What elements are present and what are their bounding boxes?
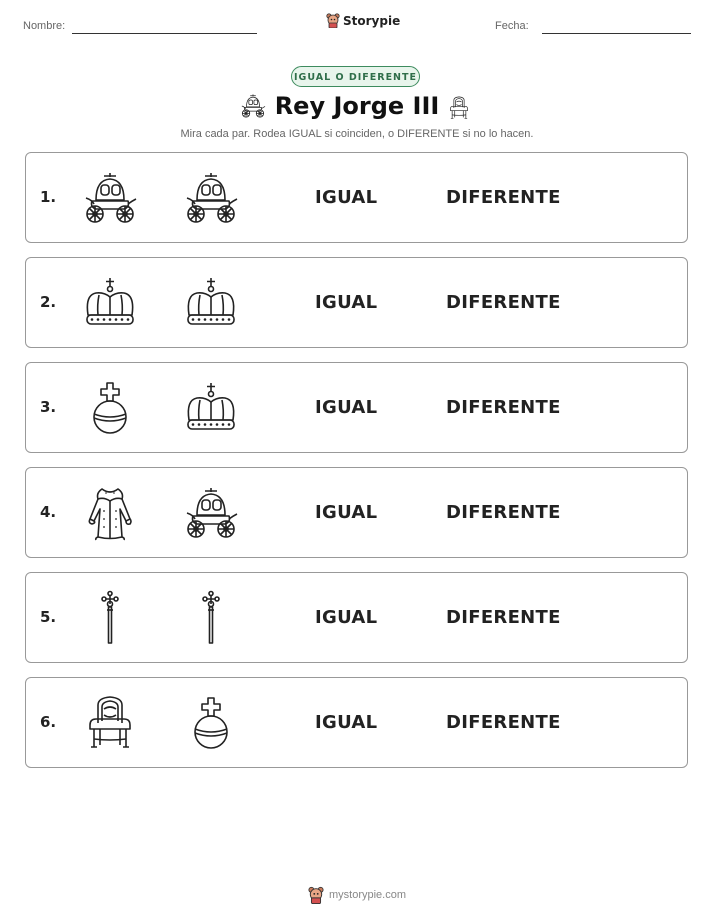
brand-name: Storypie: [343, 13, 401, 28]
option-igual[interactable]: IGUAL: [315, 187, 378, 208]
footer: [308, 886, 406, 904]
crown-icon: [183, 380, 239, 436]
option-igual[interactable]: IGUAL: [315, 607, 378, 628]
crown-icon: [82, 275, 138, 331]
item-card: [25, 572, 688, 663]
throne-icon: [82, 695, 138, 751]
item-number: 1.: [40, 188, 57, 206]
instructions: Mira cada par. Rodea IGUAL si coinciden, o DIFERENTE si no lo hacen.: [180, 128, 534, 140]
option-diferente[interactable]: DIFERENTE: [446, 502, 561, 523]
orb-icon: [183, 695, 239, 751]
option-igual[interactable]: IGUAL: [315, 712, 378, 733]
orb-icon: [82, 380, 138, 436]
option-diferente[interactable]: DIFERENTE: [446, 397, 561, 418]
item-number: 5.: [40, 608, 57, 626]
option-igual[interactable]: IGUAL: [315, 292, 378, 313]
date-field[interactable]: [542, 33, 691, 34]
option-diferente[interactable]: DIFERENTE: [446, 187, 561, 208]
option-diferente[interactable]: DIFERENTE: [446, 712, 561, 733]
scepter-icon: [183, 590, 239, 646]
carriage-icon: [183, 170, 239, 226]
item-number: 4.: [40, 503, 57, 521]
robe-icon: [82, 485, 138, 541]
name-label: Nombre:: [23, 20, 66, 32]
option-diferente[interactable]: DIFERENTE: [446, 607, 561, 628]
item-number: 2.: [40, 293, 57, 311]
scepter-icon: [82, 590, 138, 646]
bear-mascot-icon: [326, 13, 340, 28]
option-diferente[interactable]: DIFERENTE: [446, 292, 561, 313]
item-card: [25, 467, 688, 558]
item-card: [25, 677, 688, 768]
name-field[interactable]: [72, 33, 257, 34]
footer-url: mystorypie.com: [329, 889, 407, 901]
carriage-icon: [183, 485, 239, 541]
item-card: [25, 257, 688, 348]
title-throne-icon: [447, 93, 471, 127]
page-title: Rey Jorge III: [274, 92, 440, 120]
item-number: 3.: [40, 398, 57, 416]
worksheet-type-badge: IGUAL O DIFERENTE: [291, 66, 420, 87]
brand-logo: [326, 13, 400, 28]
crown-icon: [183, 275, 239, 331]
carriage-icon: [82, 170, 138, 226]
date-label: Fecha:: [495, 20, 529, 32]
bear-mascot-icon: [308, 886, 324, 904]
option-igual[interactable]: IGUAL: [315, 502, 378, 523]
item-card: [25, 152, 688, 243]
item-card: [25, 362, 688, 453]
item-number: 6.: [40, 713, 57, 731]
option-igual[interactable]: IGUAL: [315, 397, 378, 418]
